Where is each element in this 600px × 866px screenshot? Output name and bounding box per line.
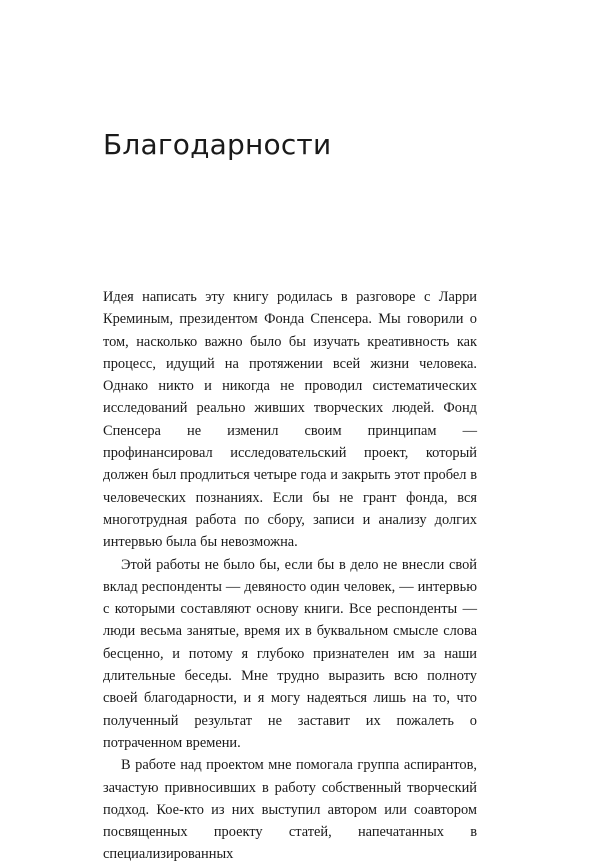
body-text xyxy=(103,286,477,866)
paragraph: Идея написать эту книгу родилась в разговоре с Ларри Креминым, президентом Фонда Спенсера. Мы говорили о том, насколько важно было бы изучать креативность как процесс, идущий на протяжении всей жизни человека. Однако никто и никогда не проводил систематических исследований реально живших творческих людей. Фонд Спенсера не изменил своим принципам — профинансировал исследовательский проект, который должен был продлиться четыре года и закрыть этот пробел в человеческих познаниях. Если бы не грант фонда, вся многотрудная работа по сбору, записи и анализу долгих интервью была бы невозможна. xyxy=(103,289,477,551)
paragraph: В работе над проектом мне помогала группа аспирантов, зачастую привносивших в работу собственный творческий подход. Кое-кто из них выступил автором или соавтором посвященных проекту статей, напечатанных в специализированных xyxy=(103,757,477,863)
page-title: Благодарности xyxy=(103,128,332,161)
paragraph: Этой работы не было бы, если бы в дело не внесли свой вклад респонденты — девяносто один человек, — интервью с которыми составляют основу книги. Все респонденты — люди весьма занятые, время их в буквальном смысле слова бесценно, и потому я глубоко признателен им за наши длительные беседы. Мне трудно выразить всю полноту своей благодарности, и я могу надеяться лишь на то, что полученный результат не заставит их пожалеть о потраченном времени. xyxy=(103,556,477,751)
